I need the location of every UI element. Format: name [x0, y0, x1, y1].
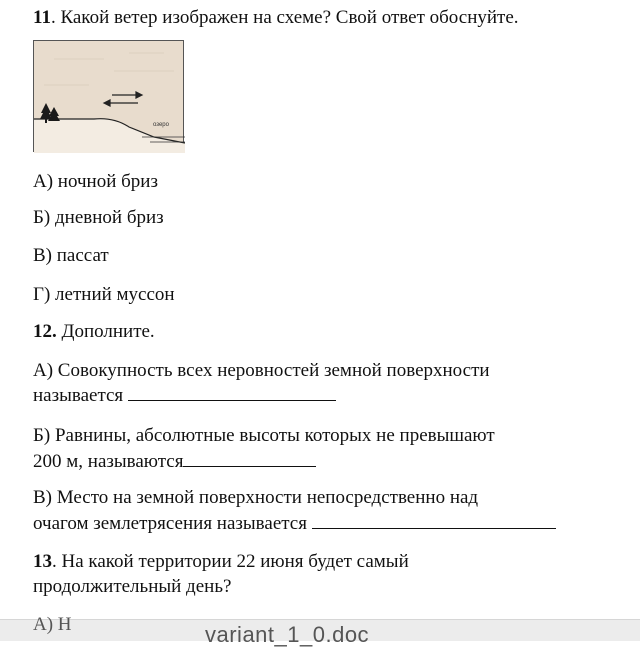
wind-diagram-drawing [34, 41, 185, 153]
question-12-title [33, 320, 155, 344]
question-12-b-line1: Б) Равнины, абсолютные высоты которых не превышают [33, 425, 495, 446]
file-name[interactable]: variant_1_0.doc [205, 622, 370, 647]
option-c: В) пассат [33, 245, 109, 266]
option-b: Б) дневной бриз [33, 207, 164, 228]
question-12-number: 12. [33, 321, 57, 342]
answer-blank-c[interactable] [312, 512, 556, 529]
question-12-a-line2 [33, 384, 336, 408]
lake-label: озеро [153, 122, 169, 128]
question-12-c-line2 [33, 512, 556, 536]
question-11-text: . Какой ветер изображен на схеме? Свой ответ обоснуйте. [50, 7, 519, 28]
question-12-text: Дополните. [56, 321, 155, 342]
question-13-number: 13 [33, 551, 52, 572]
question-12-c-text: очагом землетрясения называется [33, 513, 307, 534]
question-11-title [33, 6, 519, 30]
cut-off-text: А) Н [33, 614, 72, 635]
question-12-b-text: 200 м, называются [33, 451, 184, 472]
question-13-line1 [33, 550, 409, 574]
wind-diagram [33, 40, 184, 152]
question-12-a-line1: А) Совокупность всех неровностей земной поверхности [33, 360, 490, 381]
question-13-text: . На какой территории 22 июня будет самый [52, 551, 409, 572]
question-13-line2: продолжительный день? [33, 576, 232, 597]
question-11-number: 11 [33, 7, 51, 28]
document-footer-bar [0, 614, 640, 647]
question-12-a-text: называется [33, 385, 124, 406]
option-d: Г) летний муссон [33, 284, 175, 305]
answer-blank-b[interactable] [183, 450, 316, 467]
question-12-c-line1: В) Место на земной поверхности непосредственно над [33, 487, 479, 508]
question-12-b-line2 [33, 450, 316, 474]
answer-blank-a[interactable] [128, 384, 336, 401]
option-a: А) ночной бриз [33, 171, 158, 192]
